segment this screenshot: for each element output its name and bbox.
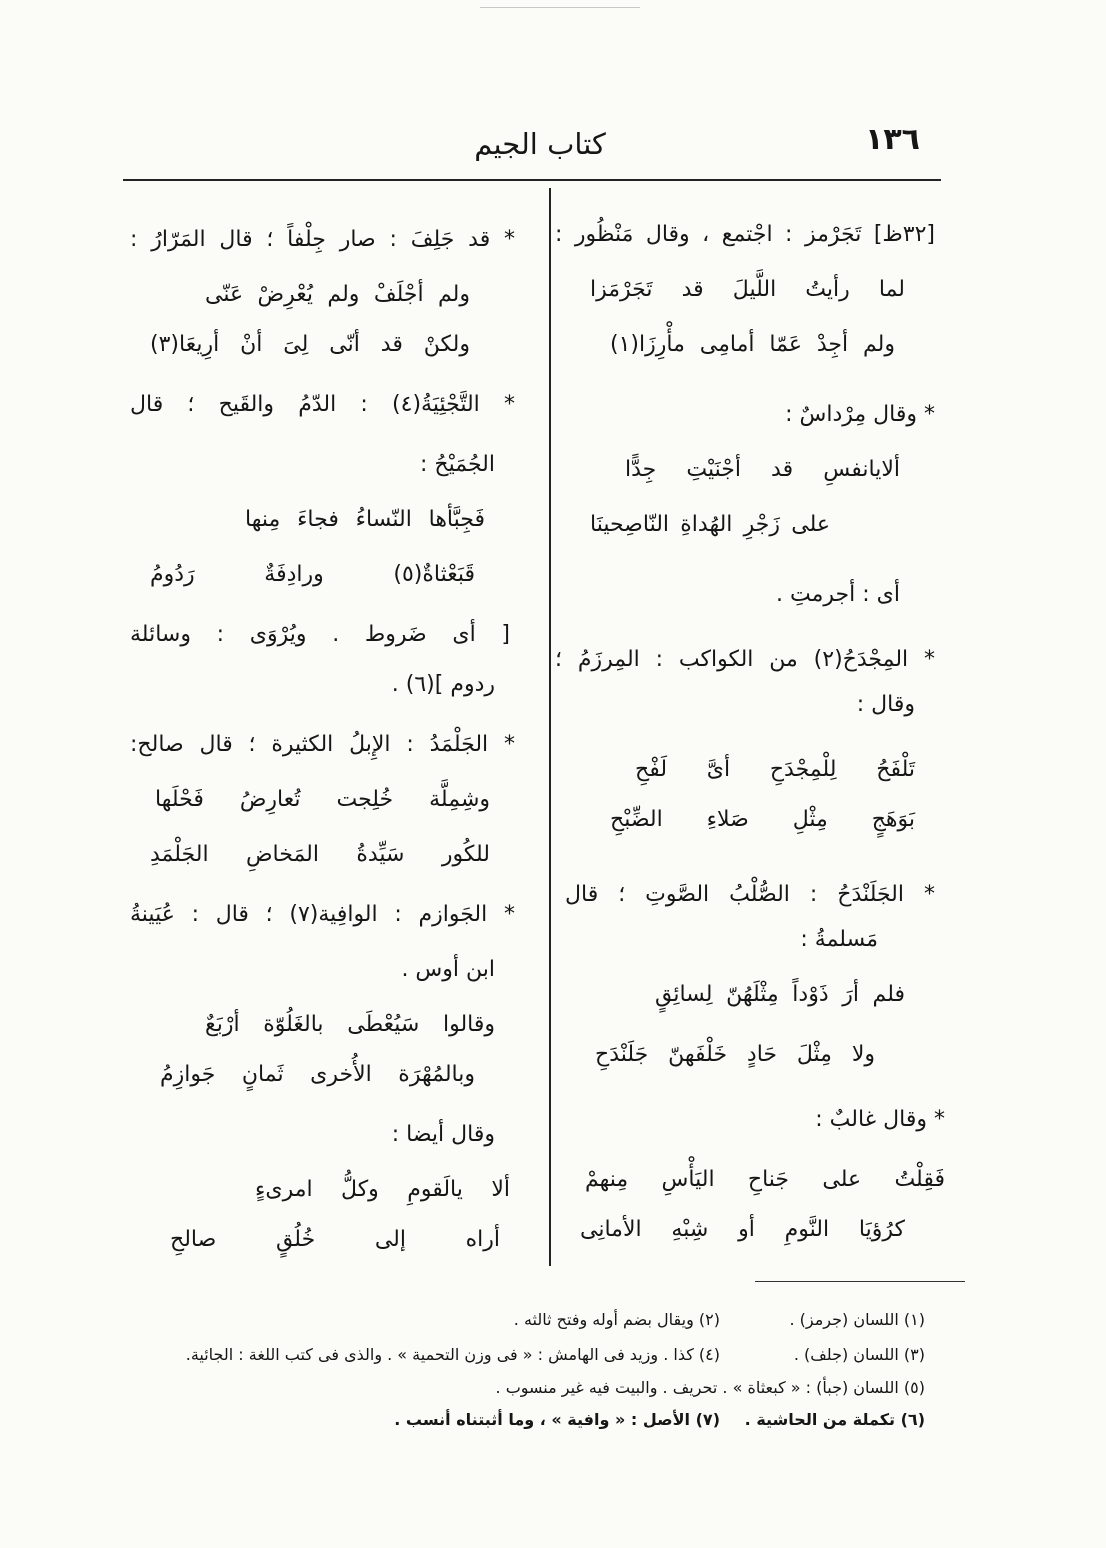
verse-line: أراه إلى خُلُقٍ صالحِ — [170, 1227, 500, 1252]
text-line: [ أى ضَروط . ويُرْوَى : وسائلة — [130, 622, 510, 647]
running-title: كتاب الجيم — [474, 127, 606, 161]
verse-line: قَبَعْثاةٌ(٥) ورادِفَةٌ رَدُومُ — [150, 562, 475, 587]
text-line: * قد جَلِفَ : صار جِلْفاً ؛ قال المَرّارُ : — [130, 227, 515, 252]
footnote: (٢) ويقال بضم أوله وفتح ثالثه . — [513, 1310, 720, 1329]
verse-line: وشِمِلَّة خُلِجت تُعارِضُ فَحْلَها — [155, 787, 490, 812]
verse-line: وقالوا سَيُعْطَى بالغَلُوّة أرْبَعٌ — [205, 1012, 495, 1037]
footnote-row — [140, 1405, 925, 1435]
text-line: * الجَلْمَدُ : الإِبلُ الكثيرة ؛ قال صالح: — [130, 732, 515, 757]
verse-line: ألا يالَقومِ وكلُّ امرىءٍ — [255, 1177, 510, 1202]
verse-line: ولا مِثْلَ حَادٍ خَلْفَهنّ جَلَنْدَحِ — [595, 1042, 875, 1067]
footnote-row — [140, 1340, 925, 1370]
text-line: * وقال غالبٌ : — [815, 1107, 945, 1132]
verse-line: فَجِبَّأها النّساءُ فجاءَ مِنها — [245, 507, 485, 532]
text-line: أى : أجرمتِ . — [776, 582, 900, 607]
scan-edge-line — [480, 7, 640, 8]
text-line: * وقال مِرْداسٌ : — [785, 402, 935, 427]
footnote: (١) اللسان (جرمز) . — [789, 1310, 925, 1329]
verse-line: على زَجْرِ الهُداةِ النّاصِحينَا — [590, 512, 830, 537]
footnote: (٧) الأصل : « وافية » ، وما أثبتناه أنسب . — [394, 1410, 720, 1429]
verse-line: ولكنْ قد أنّى لِىَ أنْ أرِيعَا(٣) — [150, 332, 470, 357]
text-line: * الجَوازم : الوافِية(٧) ؛ قال : عُيَينةُ — [130, 902, 515, 927]
text-line: مَسلمةُ : — [800, 927, 878, 952]
verse-line: فلم أرَ ذَوْداً مِثْلَهُنّ لِسائِقٍ — [655, 982, 905, 1007]
verse-line: لما رأيتُ اللَّيلَ قد تَجَرْمَزا — [590, 277, 905, 302]
text-line: ابن أوس . — [401, 957, 495, 982]
footnote-rule — [755, 1281, 965, 1282]
verse-line: ألايانفسِ قد أجْنَيْتِ جِدًّا — [625, 457, 900, 482]
footnote-row — [140, 1373, 925, 1403]
verse-line: كرُؤيَا النَّومِ أو شِبْهِ الأمانِى — [580, 1217, 905, 1242]
text-line: * المِجْدَحُ(٢) من الكواكب : المِرزَمُ ؛ — [555, 647, 936, 672]
column-divider — [549, 188, 551, 1266]
text-line: وقال : — [856, 692, 915, 717]
footnote: (٦) تكملة من الحاشية . — [744, 1410, 925, 1429]
text-line: * التَّجْئِيَةُ(٤) : الدّمُ والقَيح ؛ قال — [130, 392, 515, 417]
text-line: الجُمَيْحُ : — [420, 452, 495, 477]
footnote: (٣) اللسان (جلف) . — [793, 1345, 925, 1364]
text-line: وقال أيضا : — [391, 1122, 495, 1147]
verse-line: ولم أجْلَفْ ولم يُعْرِضْ عَنّى — [205, 282, 470, 307]
verse-line: فَقِلْتُ على جَناحِ اليَأْسِ مِنهمْ — [585, 1167, 945, 1192]
text-line: [٣٢ظ] تَجَرْمز : اجْتمع ، وقال مَنْظُور : — [555, 222, 935, 247]
verse-line: ولم أجِدْ عَمّا أمامِى مأْرِزَا(١) — [610, 332, 895, 357]
header-rule — [123, 179, 941, 181]
text-line: ردوم ](٦) . — [391, 672, 495, 697]
text-line: * الجَلَنْدَحُ : الصُّلْبُ الصَّوتِ ؛ قال — [565, 882, 935, 907]
verse-line: للكُور سَيِّدةُ المَخاضِ الجَلْمَدِ — [150, 842, 490, 867]
footnote: (٤) كذا . وزيد فى الهامش : « فى وزن التحمية » . والذى فى كتب اللغة : الجائية. — [185, 1345, 720, 1364]
verse-line: وبالمُهْرَة الأُخرى ثَمانٍ جَوازِمُ — [160, 1062, 475, 1087]
verse-line: تَلْفَحُ لِلْمِجْدَحِ أىَّ لَفْحِ — [635, 757, 915, 782]
verse-line: بَوَهَجٍ مِثْلِ صَلاءِ الضِّبْحِ — [610, 807, 915, 832]
footnote: (٥) اللسان (جبأ) : « كبعثاة » . تحريف . والبيت فيه غير منسوب . — [495, 1378, 925, 1397]
footnote-row — [140, 1305, 925, 1335]
page-number: ١٣٦ — [865, 122, 920, 157]
